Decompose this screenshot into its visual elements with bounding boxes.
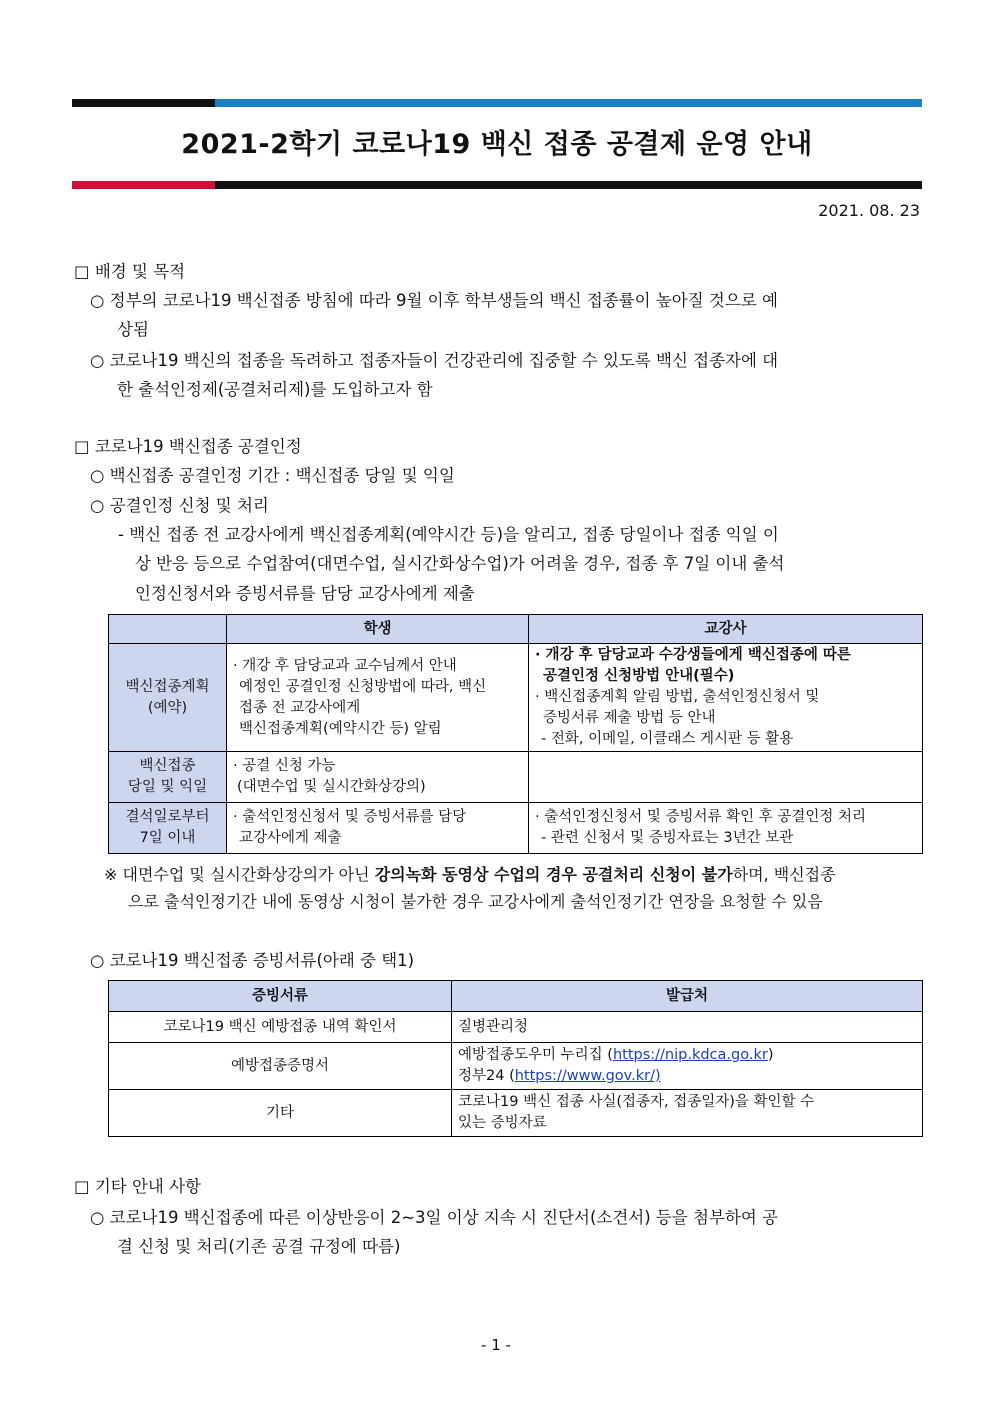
issuer-cell: 예방접종도우미 누리집 (https://nip.kdca.go.kr) 정부24 (https://www.gov.kr/) xyxy=(452,1043,923,1090)
bullet-line: ○ 코로나19 백신접종 증빙서류(아래 중 택1) xyxy=(90,951,415,970)
document-date: 2021. 08. 23 xyxy=(818,201,920,220)
dash-line: - 백신 접종 전 교강사에게 백신접종계획(예약시간 등)을 알리고, 접종 당일이나 접종 익일 이 xyxy=(118,525,779,544)
table-header: 증빙서류 xyxy=(109,981,452,1012)
bullet-line: ○ 정부의 코로나19 백신접종 방침에 따라 9월 이후 학부생들의 백신 접종률이 높아질 것으로 예 xyxy=(90,291,778,310)
document-title: 2021-2학기 코로나19 백신 접종 공결제 운영 안내 xyxy=(181,129,813,160)
top-bar-dark xyxy=(72,99,215,107)
bottom-bar-dark xyxy=(215,181,922,189)
table-header: 발급처 xyxy=(452,981,923,1012)
teacher-cell-empty xyxy=(529,752,923,803)
student-cell: · 출석인정신청서 및 증빙서류를 담당 교강사에게 제출 xyxy=(227,803,529,854)
bullet-line: ○ 백신접종 공결인정 기간 : 백신접종 당일 및 익일 xyxy=(90,466,455,485)
dash-line: 인정신청서와 증빙서류를 담당 교강사에게 제출 xyxy=(135,584,475,603)
issuer-cell: 질병관리청 xyxy=(452,1012,923,1043)
bullet-line: 한 출석인정제(공결처리제)를 도입하고자 함 xyxy=(117,380,433,399)
row-label: 백신접종계획 (예약) xyxy=(109,644,227,752)
top-bar-blue xyxy=(215,99,922,107)
row-label: 백신접종 당일 및 익일 xyxy=(109,752,227,803)
link-gov[interactable]: https://www.gov.kr/) xyxy=(514,1068,661,1084)
table-header: 학생 xyxy=(227,615,529,644)
bullet-line: 결 신청 및 처리(기존 공결 규정에 따름) xyxy=(117,1237,401,1256)
procedure-table xyxy=(108,614,923,854)
note-line: 으로 출석인정기간 내에 동영상 시청이 불가한 경우 교강사에게 출석인정기간 연장을 요청할 수 있음 xyxy=(128,892,823,911)
teacher-cell: · 출석인정신청서 및 증빙서류 확인 후 공결인정 처리 - 관련 신청서 및 증빙자료는 3년간 보관 xyxy=(529,803,923,854)
section-heading-other: □ 기타 안내 사항 xyxy=(74,1177,201,1196)
doc-cell: 기타 xyxy=(109,1090,452,1137)
table-header: 교강사 xyxy=(529,615,923,644)
table-header-blank xyxy=(109,615,227,644)
bottom-bar-red xyxy=(72,181,215,189)
student-cell: · 개강 후 담당교과 교수님께서 안내 예정인 공결인정 신청방법에 따라, 백신 접종 전 교강사에게 백신접종계획(예약시간 등) 알림 xyxy=(227,644,529,752)
dash-line: 상 반응 등으로 수업참여(대면수업, 실시간화상수업)가 어려울 경우, 접종 후 7일 이내 출석 xyxy=(135,554,785,573)
page-number: - 1 - xyxy=(481,1336,511,1354)
bullet-line: ○ 코로나19 백신의 접종을 독려하고 접종자들이 건강관리에 집중할 수 있도록 백신 접종자에 대 xyxy=(90,351,779,370)
student-cell: · 공결 신청 가능 (대면수업 및 실시간화상강의) xyxy=(227,752,529,803)
link-nip[interactable]: https://nip.kdca.go.kr xyxy=(612,1047,768,1063)
bullet-line: ○ 공결인정 신청 및 처리 xyxy=(90,496,269,515)
documents-table xyxy=(108,980,923,1137)
row-label: 결석일로부터 7일 이내 xyxy=(109,803,227,854)
section-heading-background: □ 배경 및 목적 xyxy=(74,262,186,281)
teacher-cell: · 개강 후 담당교과 수강생들에게 백신접종에 따른 공결인정 신청방법 안내(필수) · 백신접종계획 알림 방법, 출석인정신청서 및 증빙서류 제출 방법 등 안내 - 전화, 이메일, 이클래스 게시판 등 활용 xyxy=(529,644,923,752)
note-line: ※ 대면수업 및 실시간화상강의가 아닌 강의녹화 동영상 수업의 경우 공결처리 신청이 불가하며, 백신접종 xyxy=(104,865,836,884)
bullet-line: 상됨 xyxy=(117,320,149,339)
doc-cell: 코로나19 백신 예방접종 내역 확인서 xyxy=(109,1012,452,1043)
doc-cell: 예방접종증명서 xyxy=(109,1043,452,1090)
bullet-line: ○ 코로나19 백신접종에 따른 이상반응이 2~3일 이상 지속 시 진단서(소견서) 등을 첨부하여 공 xyxy=(90,1208,778,1227)
issuer-cell: 코로나19 백신 접종 사실(접종자, 접종일자)을 확인할 수 있는 증빙자료 xyxy=(452,1090,923,1137)
section-heading-vaccine: □ 코로나19 백신접종 공결인정 xyxy=(74,437,302,456)
